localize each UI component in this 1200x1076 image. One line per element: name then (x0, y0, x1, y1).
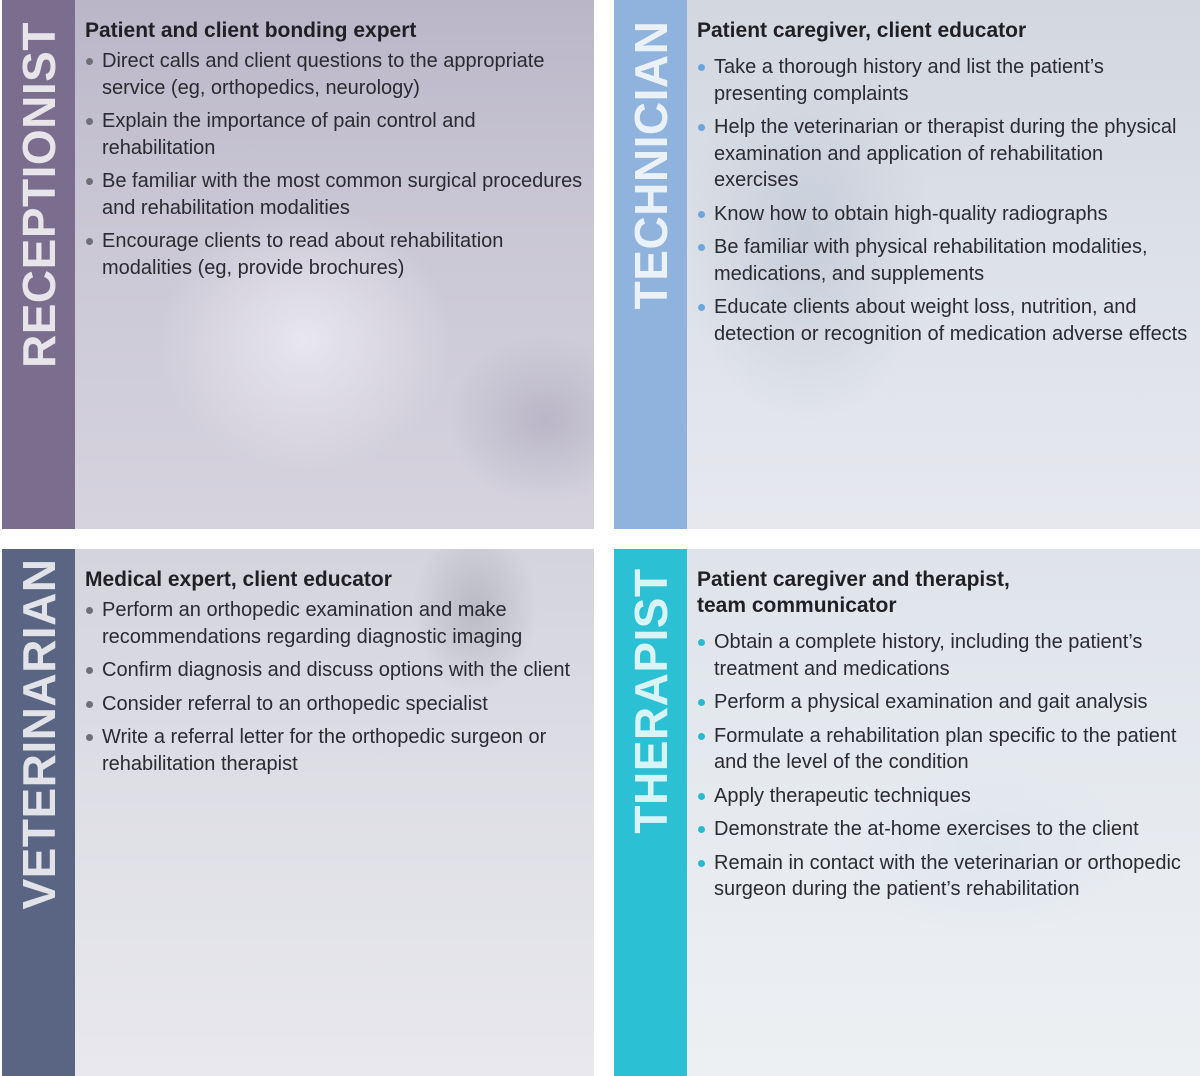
list-item-text: Take a thorough history and list the patient’s presenting complaints (714, 56, 1104, 105)
bullet-dot-icon (86, 238, 93, 245)
bullet-dot-icon (698, 639, 705, 646)
list-item-text: Obtain a complete history, including the patient’s treatment and medications (714, 631, 1143, 680)
bullet-dot-icon (698, 860, 705, 867)
bullet-dot-icon (698, 304, 705, 311)
list-item (85, 108, 584, 161)
list-item-text: Encourage clients to read about rehabilitation modalities (eg, provide brochures) (102, 230, 504, 279)
list-item-text: Perform an orthopedic examination and make recommendations regarding diagnostic imaging (102, 599, 523, 648)
therapist-content (687, 549, 1200, 1076)
list-item-text: Formulate a rehabilitation plan specific to the patient and the level of the condition (714, 724, 1177, 773)
list-item-text: Demonstrate the at-home exercises to the client (714, 818, 1139, 840)
list-item (697, 689, 1190, 716)
list-item (85, 48, 584, 101)
therapist-role-label: THERAPIST (624, 568, 677, 834)
therapist-list (697, 629, 1190, 903)
bullet-dot-icon (86, 178, 93, 185)
list-item (697, 850, 1190, 903)
receptionist-band (2, 0, 75, 529)
list-item-text: Help the veterinarian or therapist during the physical examination and application of rehabilitation exercises (714, 116, 1177, 191)
bullet-dot-icon (698, 793, 705, 800)
technician-list (697, 54, 1190, 347)
bullet-dot-icon (698, 826, 705, 833)
bullet-dot-icon (698, 733, 705, 740)
veterinarian-band (2, 549, 75, 1076)
list-item-text: Write a referral letter for the orthopedic surgeon or rehabilitation therapist (102, 726, 547, 775)
list-item (85, 691, 584, 718)
list-item (697, 816, 1190, 843)
therapist-heading (697, 567, 1190, 619)
therapist-heading-line-2: team communicator (697, 594, 897, 617)
list-item (697, 629, 1190, 682)
list-item-text: Remain in contact with the veterinarian or orthopedic surgeon during the patient’s rehabilitation (714, 851, 1181, 900)
veterinarian-content (75, 549, 594, 1076)
list-item (697, 234, 1190, 287)
bullet-dot-icon (86, 58, 93, 65)
list-item (85, 657, 584, 684)
list-item (85, 168, 584, 221)
list-item-text: Be familiar with the most common surgical procedures and rehabilitation modalities (102, 170, 583, 219)
list-item-text: Apply therapeutic techniques (714, 784, 971, 807)
receptionist-list (85, 48, 584, 281)
technician-heading: Patient caregiver, client educator (697, 19, 1027, 42)
bullet-dot-icon (86, 607, 93, 614)
list-item (697, 723, 1190, 776)
bullet-dot-icon (698, 699, 705, 706)
veterinarian-role-label: VETERINARIAN (12, 558, 65, 910)
list-item-text: Know how to obtain high-quality radiographs (714, 202, 1108, 225)
list-item (85, 724, 584, 777)
list-item (85, 597, 584, 650)
list-item-text: Direct calls and client questions to the appropriate service (eg, orthopedics, neurology) (102, 50, 545, 99)
veterinarian-heading: Medical expert, client educator (85, 568, 392, 591)
list-item (85, 228, 584, 281)
technician-content (687, 0, 1200, 529)
technician-role-label: TECHNICIAN (624, 20, 677, 310)
bullet-dot-icon (86, 734, 93, 741)
bullet-dot-icon (698, 64, 705, 71)
bullet-dot-icon (86, 118, 93, 125)
receptionist-role-label: RECEPTIONIST (12, 22, 65, 368)
list-item-text: Confirm diagnosis and discuss options with the client (102, 659, 571, 681)
bullet-dot-icon (698, 124, 705, 131)
list-item-text: Be familiar with physical rehabilitation modalities, medications, and supplements (714, 236, 1148, 285)
therapist-heading-line-1: Patient caregiver and therapist, (697, 568, 1010, 591)
therapist-panel (614, 549, 1200, 1076)
bullet-dot-icon (86, 667, 93, 674)
list-item-text: Perform a physical examination and gait analysis (714, 691, 1148, 713)
technician-panel (614, 0, 1200, 529)
bullet-dot-icon (86, 701, 93, 708)
bullet-dot-icon (698, 244, 705, 251)
veterinarian-list (85, 597, 584, 777)
list-item (697, 783, 1190, 810)
list-item (697, 54, 1190, 107)
list-item (697, 294, 1190, 347)
list-item-text: Consider referral to an orthopedic specialist (102, 692, 488, 715)
list-item (697, 114, 1190, 194)
list-item (697, 201, 1190, 228)
technician-band (614, 0, 687, 529)
bullet-dot-icon (698, 211, 705, 218)
list-item-text: Educate clients about weight loss, nutrition, and detection or recognition of medication adverse effects (714, 296, 1188, 345)
receptionist-content (75, 0, 594, 529)
veterinarian-panel (2, 549, 594, 1076)
therapist-band (614, 549, 687, 1076)
list-item-text: Explain the importance of pain control and rehabilitation (102, 110, 476, 159)
receptionist-heading: Patient and client bonding expert (85, 19, 417, 42)
receptionist-panel (2, 0, 594, 529)
